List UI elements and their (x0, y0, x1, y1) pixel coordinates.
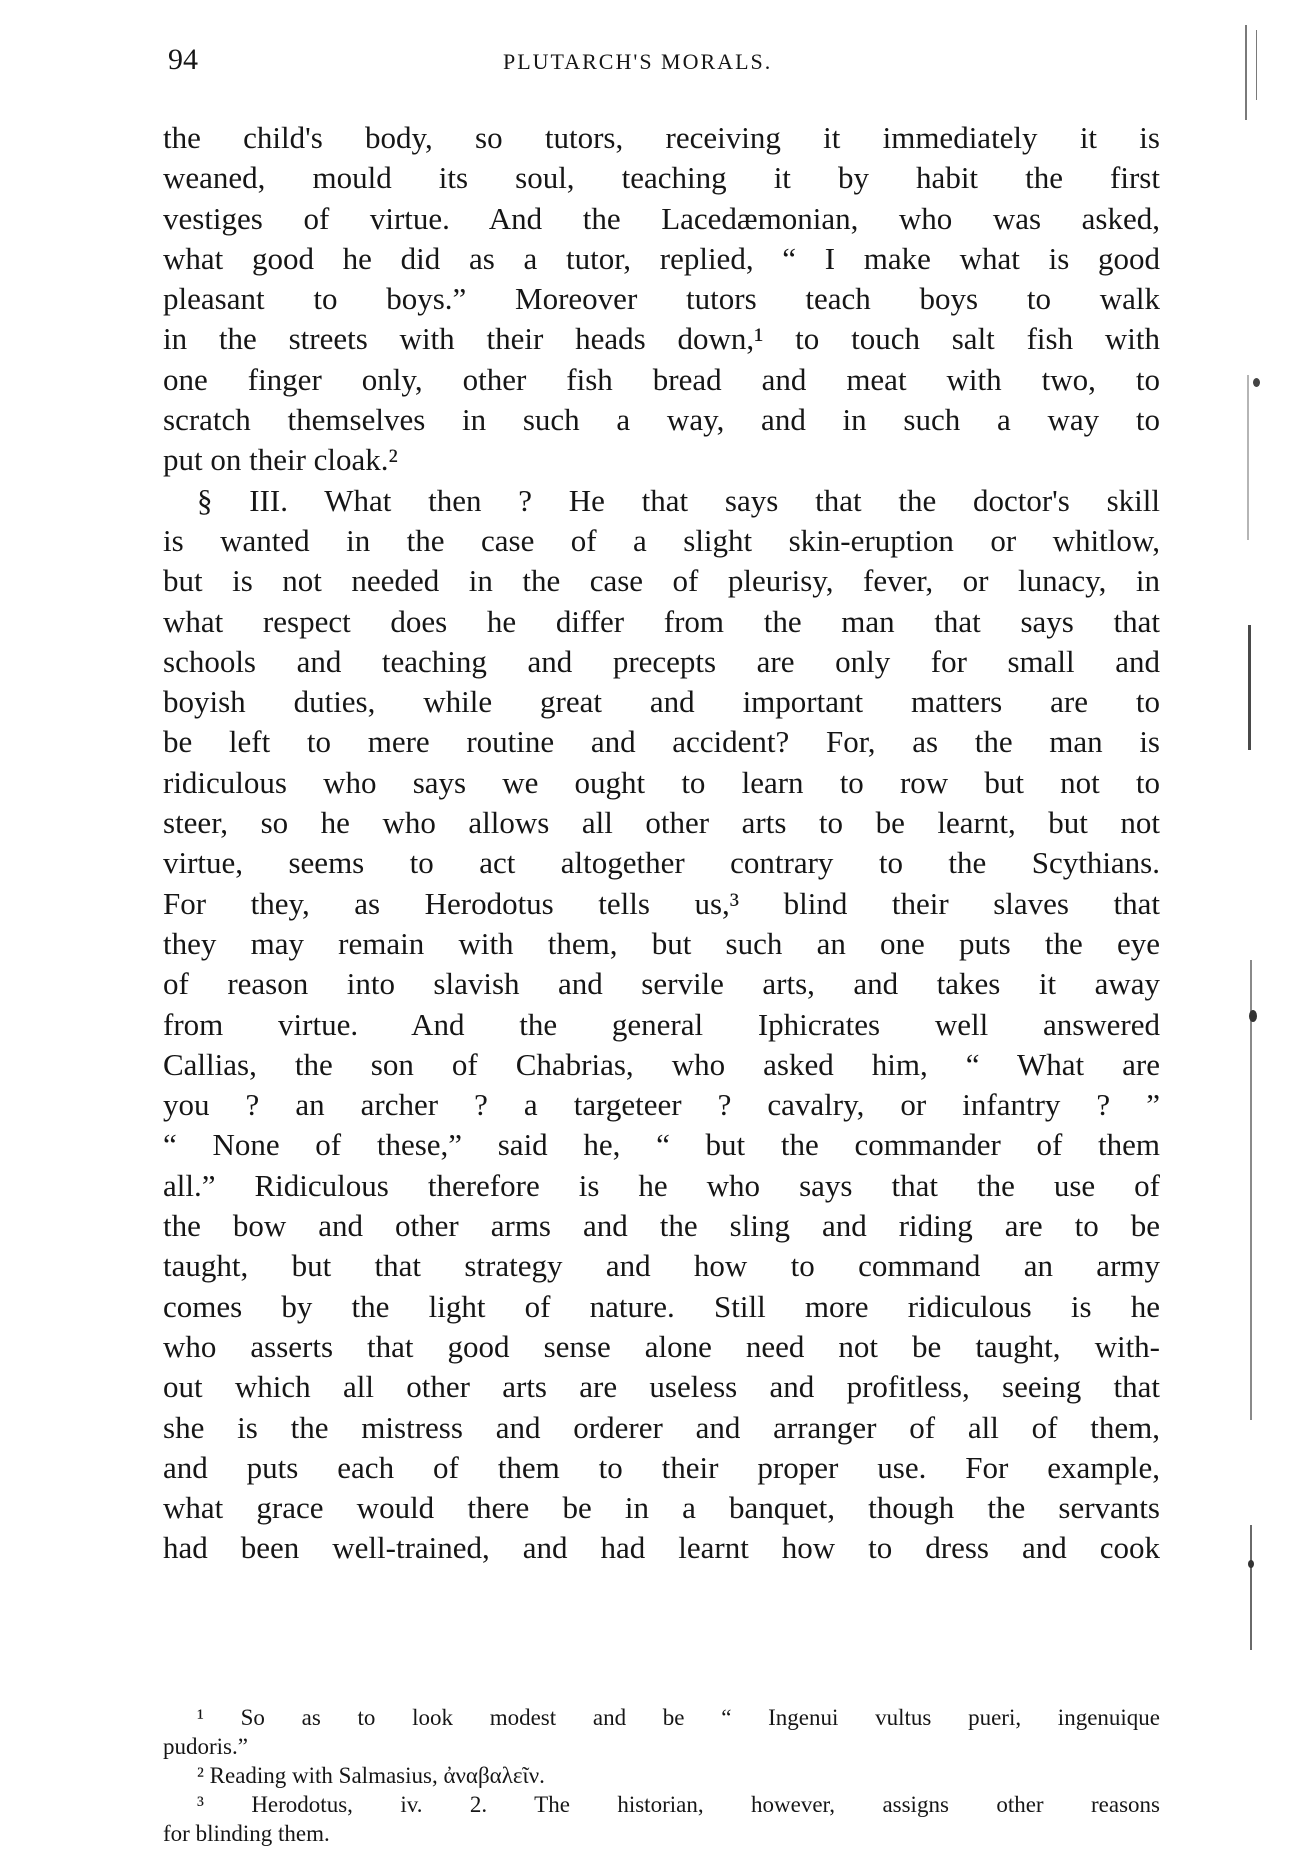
body-text (163, 118, 1160, 1569)
margin-scan-line (1250, 960, 1252, 1420)
margin-scan-line (1256, 30, 1257, 100)
body-line: the bow and other arms and the sling and riding are to be (163, 1208, 1160, 1244)
body-line: be left to mere routine and accident? For, as the man is (163, 724, 1160, 760)
body-line: you ? an archer ? a targeteer ? cavalry, or infantry ? ” (163, 1087, 1160, 1123)
body-line: had been well-trained, and had learnt how to dress and cook (163, 1530, 1160, 1566)
body-line: “ None of these,” said he, “ but the commander of them (163, 1127, 1160, 1163)
running-title: PLUTARCH'S MORALS. (503, 49, 773, 74)
body-line: what good he did as a tutor, replied, “ I make what is good (163, 240, 1160, 276)
body-line: what grace would there be in a banquet, though the servants (163, 1490, 1160, 1526)
page-header (168, 40, 1158, 80)
body-line: the child's body, so tutors, receiving it immediately it is (163, 120, 1160, 155)
footnote-line: for blinding them. (163, 1821, 330, 1846)
body-line: she is the mistress and orderer and arranger of all of them, (163, 1409, 1160, 1445)
body-line: what respect does he differ from the man that says that (163, 603, 1160, 639)
footnote-line: ¹ So as to look modest and be “ Ingenui vultus pueri, ingenuique (197, 1705, 1160, 1730)
body-line: § III. What then ? He that says that the doctor's skill (197, 482, 1160, 518)
body-line: from virtue. And the general Iphicrates well answered (163, 1006, 1160, 1042)
footnote-line: ³ Herodotus, iv. 2. The historian, however, assigns other reasons (197, 1792, 1160, 1817)
scan-speck (1249, 1010, 1257, 1022)
body-line: vestiges of virtue. And the Lacedæmonian, who was asked, (163, 200, 1160, 236)
body-line: in the streets with their heads down,¹ to touch salt fish with (163, 321, 1160, 357)
scan-speck (1253, 378, 1260, 387)
body-line: boyish duties, while great and important matters are to (163, 684, 1160, 720)
margin-scan-line (1248, 625, 1251, 750)
body-line: ridiculous who says we ought to learn to row but not to (163, 764, 1160, 800)
margin-scan-line (1250, 1525, 1252, 1650)
body-line: and puts each of them to their proper use. For example, (163, 1449, 1160, 1485)
scan-speck (1248, 1560, 1254, 1568)
body-line: all.” Ridiculous therefore is he who says that the use of (163, 1167, 1160, 1203)
footnotes (163, 1703, 1160, 1848)
body-line: is wanted in the case of a slight skin-eruption or whitlow, (163, 522, 1160, 558)
body-line: virtue, seems to act altogether contrary to the Scythians. (163, 845, 1160, 881)
body-line: put on their cloak.² (163, 442, 398, 478)
margin-scan-line (1247, 375, 1249, 540)
body-line: one finger only, other fish bread and meat with two, to (163, 361, 1160, 397)
body-line: schools and teaching and precepts are only for small and (163, 643, 1160, 679)
body-line: of reason into slavish and servile arts, and takes it away (163, 966, 1160, 1002)
body-line: pleasant to boys.” Moreover tutors teach boys to walk (163, 281, 1160, 317)
body-line: For they, as Herodotus tells us,³ blind their slaves that (163, 885, 1160, 921)
body-line: scratch themselves in such a way, and in such a way to (163, 402, 1160, 438)
footnote-line: pudoris.” (163, 1734, 248, 1759)
body-line: who asserts that good sense alone need not be taught, with- (163, 1328, 1160, 1364)
margin-scan-line (1245, 25, 1247, 120)
page-number: 94 (168, 43, 198, 76)
body-line: out which all other arts are useless and profitless, seeing that (163, 1369, 1160, 1405)
body-line: weaned, mould its soul, teaching it by habit the first (163, 160, 1160, 196)
body-line: Callias, the son of Chabrias, who asked him, “ What are (163, 1046, 1160, 1082)
body-line: taught, but that strategy and how to command an army (163, 1248, 1160, 1284)
footnote-line: ² Reading with Salmasius, ἀναβαλεῖν. (197, 1763, 545, 1788)
body-line: they may remain with them, but such an one puts the eye (163, 925, 1160, 961)
body-line: steer, so he who allows all other arts to be learnt, but not (163, 805, 1160, 841)
body-line: but is not needed in the case of pleurisy, fever, or lunacy, in (163, 563, 1160, 599)
body-line: comes by the light of nature. Still more ridiculous is he (163, 1288, 1160, 1324)
